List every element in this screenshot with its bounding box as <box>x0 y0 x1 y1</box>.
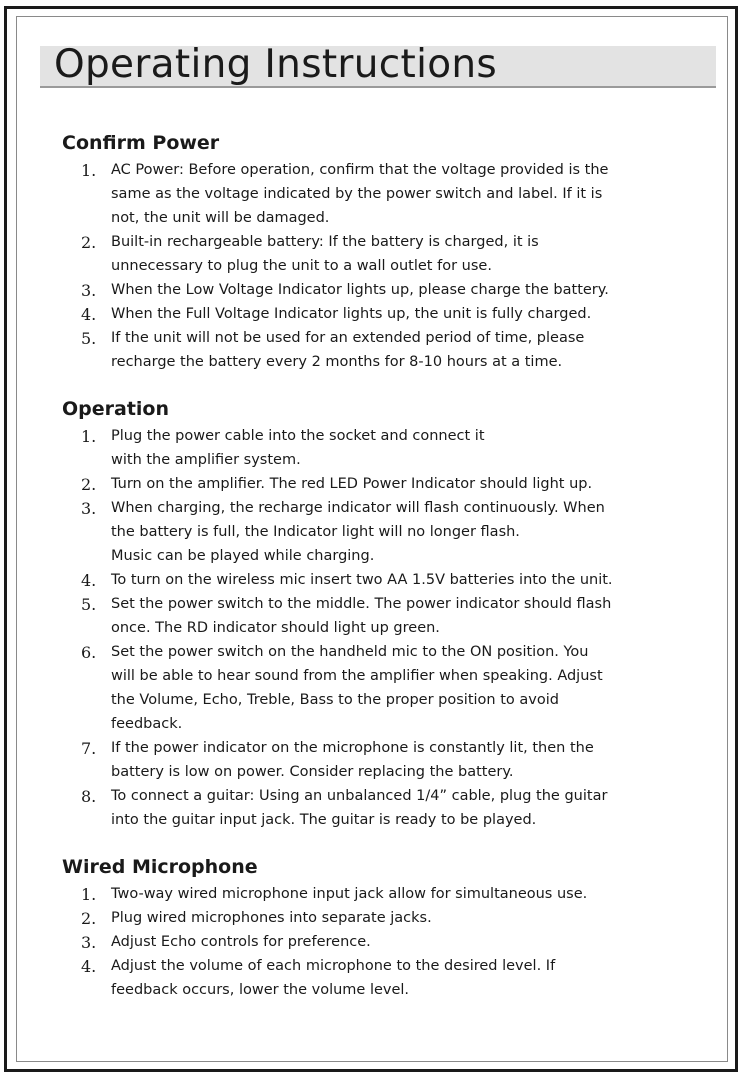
item-text-line: Built-in rechargeable battery: If the battery is charged, it is <box>111 234 539 250</box>
item-number: 3. <box>81 933 97 952</box>
instruction-list <box>62 424 692 832</box>
item-number: 1. <box>81 885 97 904</box>
item-number: 1. <box>81 427 97 446</box>
item-text-line: Adjust the volume of each microphone to the desired level. If <box>111 958 556 974</box>
item-number: 2. <box>81 909 97 928</box>
item-number: 5. <box>81 595 97 614</box>
item-text-line: same as the voltage indicated by the power switch and label. If it is <box>111 186 603 202</box>
item-text-line: Set the power switch to the middle. The power indicator should flash <box>111 596 612 612</box>
item-text-line: recharge the battery every 2 months for 8-10 hours at a time. <box>111 354 563 370</box>
item-text-line: once. The RD indicator should light up green. <box>111 620 440 636</box>
item-text-line: Set the power switch on the handheld mic to the ON position. You <box>111 644 589 660</box>
item-number: 4. <box>81 571 97 590</box>
item-text-line: AC Power: Before operation, confirm that the voltage provided is the <box>111 162 609 178</box>
item-number: 6. <box>81 643 97 662</box>
instructions-content <box>62 130 692 1024</box>
item-text-line: Music can be played while charging. <box>111 548 375 564</box>
section-heading: Confirm Power <box>62 132 220 154</box>
item-text-line: not, the unit will be damaged. <box>111 210 330 226</box>
item-text-line: Adjust Echo controls for preference. <box>111 934 371 950</box>
page-title: Operating Instructions <box>54 42 498 87</box>
item-text-line: To turn on the wireless mic insert two AA 1.5V batteries into the unit. <box>111 572 613 588</box>
item-text-line: unnecessary to plug the unit to a wall outlet for use. <box>111 258 492 274</box>
list-item <box>62 424 692 472</box>
list-item <box>62 930 692 954</box>
list-item <box>62 592 692 640</box>
item-number: 2. <box>81 475 97 494</box>
item-text-line: When the Full Voltage Indicator lights up, the unit is fully charged. <box>111 306 592 322</box>
item-text-line: battery is low on power. Consider replacing the battery. <box>111 764 514 780</box>
item-text-line: feedback occurs, lower the volume level. <box>111 982 410 998</box>
item-text-line: When charging, the recharge indicator will flash continuously. When <box>111 500 605 516</box>
item-text-line: the Volume, Echo, Treble, Bass to the proper position to avoid <box>111 692 559 708</box>
section-operation <box>62 396 692 832</box>
list-item <box>62 784 692 832</box>
item-text-line: If the power indicator on the microphone is constantly lit, then the <box>111 740 594 756</box>
list-item <box>62 640 692 736</box>
list-item <box>62 906 692 930</box>
item-text-line: If the unit will not be used for an extended period of time, please <box>111 330 585 346</box>
item-text-line: with the amplifier system. <box>111 452 301 468</box>
list-item <box>62 882 692 906</box>
item-number: 4. <box>81 305 97 324</box>
item-text-line: Plug the power cable into the socket and connect it <box>111 428 485 444</box>
item-number: 7. <box>81 739 97 758</box>
list-item <box>62 326 692 374</box>
item-text-line: To connect a guitar: Using an unbalanced 1/4” cable, plug the guitar <box>111 788 608 804</box>
section-wired-microphone <box>62 854 692 1002</box>
item-text-line: Two-way wired microphone input jack allow for simultaneous use. <box>111 886 588 902</box>
list-item <box>62 302 692 326</box>
item-text-line: Plug wired microphones into separate jacks. <box>111 910 432 926</box>
section-heading: Operation <box>62 398 170 420</box>
list-item <box>62 472 692 496</box>
item-number: 1. <box>81 161 97 180</box>
instruction-list <box>62 158 692 374</box>
list-item <box>62 568 692 592</box>
item-number: 5. <box>81 329 97 348</box>
item-number: 3. <box>81 499 97 518</box>
list-item <box>62 954 692 1002</box>
list-item <box>62 158 692 230</box>
list-item <box>62 278 692 302</box>
item-text-line: will be able to hear sound from the amplifier when speaking. Adjust <box>111 668 603 684</box>
item-text-line: the battery is full, the Indicator light will no longer flash. <box>111 524 520 540</box>
item-number: 2. <box>81 233 97 252</box>
item-text-line: into the guitar input jack. The guitar is ready to be played. <box>111 812 537 828</box>
item-text-line: Turn on the amplifier. The red LED Power Indicator should light up. <box>111 476 593 492</box>
item-text-line: When the Low Voltage Indicator lights up, please charge the battery. <box>111 282 609 298</box>
item-number: 4. <box>81 957 97 976</box>
section-heading: Wired Microphone <box>62 856 258 878</box>
item-number: 3. <box>81 281 97 300</box>
instruction-list <box>62 882 692 1002</box>
list-item <box>62 736 692 784</box>
section-confirm-power <box>62 130 692 374</box>
list-item <box>62 496 692 568</box>
item-text-line: feedback. <box>111 716 183 732</box>
item-number: 8. <box>81 787 97 806</box>
list-item <box>62 230 692 278</box>
